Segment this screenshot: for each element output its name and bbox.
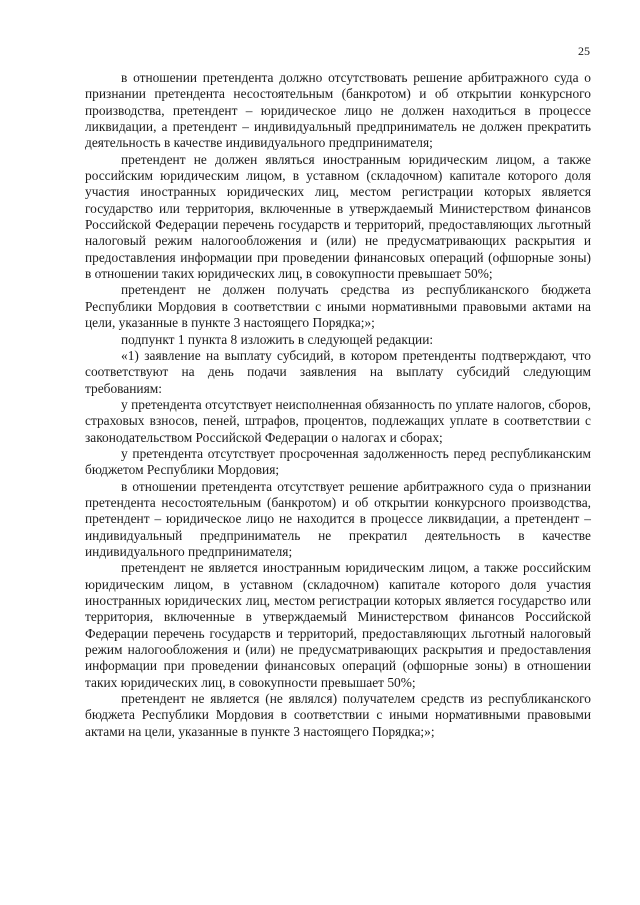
- paragraph-bankruptcy-absent: в отношении претендента отсутствует решение арбитражного суда о признании претендента несостоятельным (банкротом) и об открытии конкурсного производства, претендент – юридическое лицо не находится в процессе ликвидации, а претендент – индивидуальный предприниматель не прекратил деятельность в качестве индивидуального предпринимателя;: [85, 478, 591, 559]
- document-body: [85, 70, 591, 740]
- paragraph-not-recipient: претендент не является (не являлся) получателем средств из республиканского бюджета Республики Мордовия в соответствии с иными нормативными правовыми актами на цели, указанные в пункте 3 настоящего Порядка;»;: [85, 691, 591, 739]
- paragraph-foreign-entity-requirement: претендент не должен являться иностранным юридическим лицом, а также российским юридическим лицом, в уставном (складочном) капитале которого доля участия иностранных юридических лиц, местом регистрации которых является государство или территория, включенные в утверждаемый Министерством финансов Российской Федерации перечень государств и территорий, предоставляющих льготный налоговый режим налогообложения и (или) не предусматривающих раскрытия и предоставления информации при проведении финансовых операций (офшорные зоны) в отношении таких юридических лиц, в совокупности превышает 50%;: [85, 151, 591, 282]
- paragraph-tax-obligation: у претендента отсутствует неисполненная обязанность по уплате налогов, сборов, страховых взносов, пеней, штрафов, процентов, подлежащих уплате в соответствии с законодательством Российской Федерации о налогах и сборах;: [85, 396, 591, 445]
- paragraph-application-clause: «1) заявление на выплату субсидий, в котором претенденты подтверждают, что соответствуют на день подачи заявления на выплату субсидий следующим требованиям:: [85, 347, 591, 396]
- paragraph-foreign-entity-absent: претендент не является иностранным юридическим лицом, а также российским юридическим лицом, в уставном (складочном) капитале которого доля участия иностранных юридических лиц, местом регистрации которых является государство или территория, включенные в утверждаемый Министерством финансов Российской Федерации перечень государств и территорий, предоставляющих льготный налоговый режим налогообложения и (или) не предусматривающих раскрытия и предоставления информации при проведении финансовых операций (офшорные зоны) в отношении таких юридических лиц, в совокупности превышает 50%;: [85, 560, 591, 690]
- page-number: 25: [578, 44, 590, 58]
- paragraph-bankruptcy-requirement: в отношении претендента должно отсутствовать решение арбитражного суда о признании претендента несостоятельным (банкротом) и об открытии конкурсного производства, претендент – юридическое лицо не должен находиться в процессе ликвидации, а претендент – индивидуальный предприниматель не должен прекратить деятельность в качестве индивидуального предпринимателя;: [85, 70, 591, 151]
- paragraph-amendment-intro: подпункт 1 пункта 8 изложить в следующей редакции:: [121, 331, 434, 347]
- paragraph-budget-funds-requirement: претендент не должен получать средства из республиканского бюджета Республики Мордовия в соответствии с иными нормативными правовыми актами на цели, указанные в пункте 3 настоящего Порядка;»;: [85, 282, 591, 331]
- paragraph-overdue-debt: у претендента отсутствует просроченная задолженность перед республиканским бюджетом Республики Мордовия;: [85, 445, 591, 478]
